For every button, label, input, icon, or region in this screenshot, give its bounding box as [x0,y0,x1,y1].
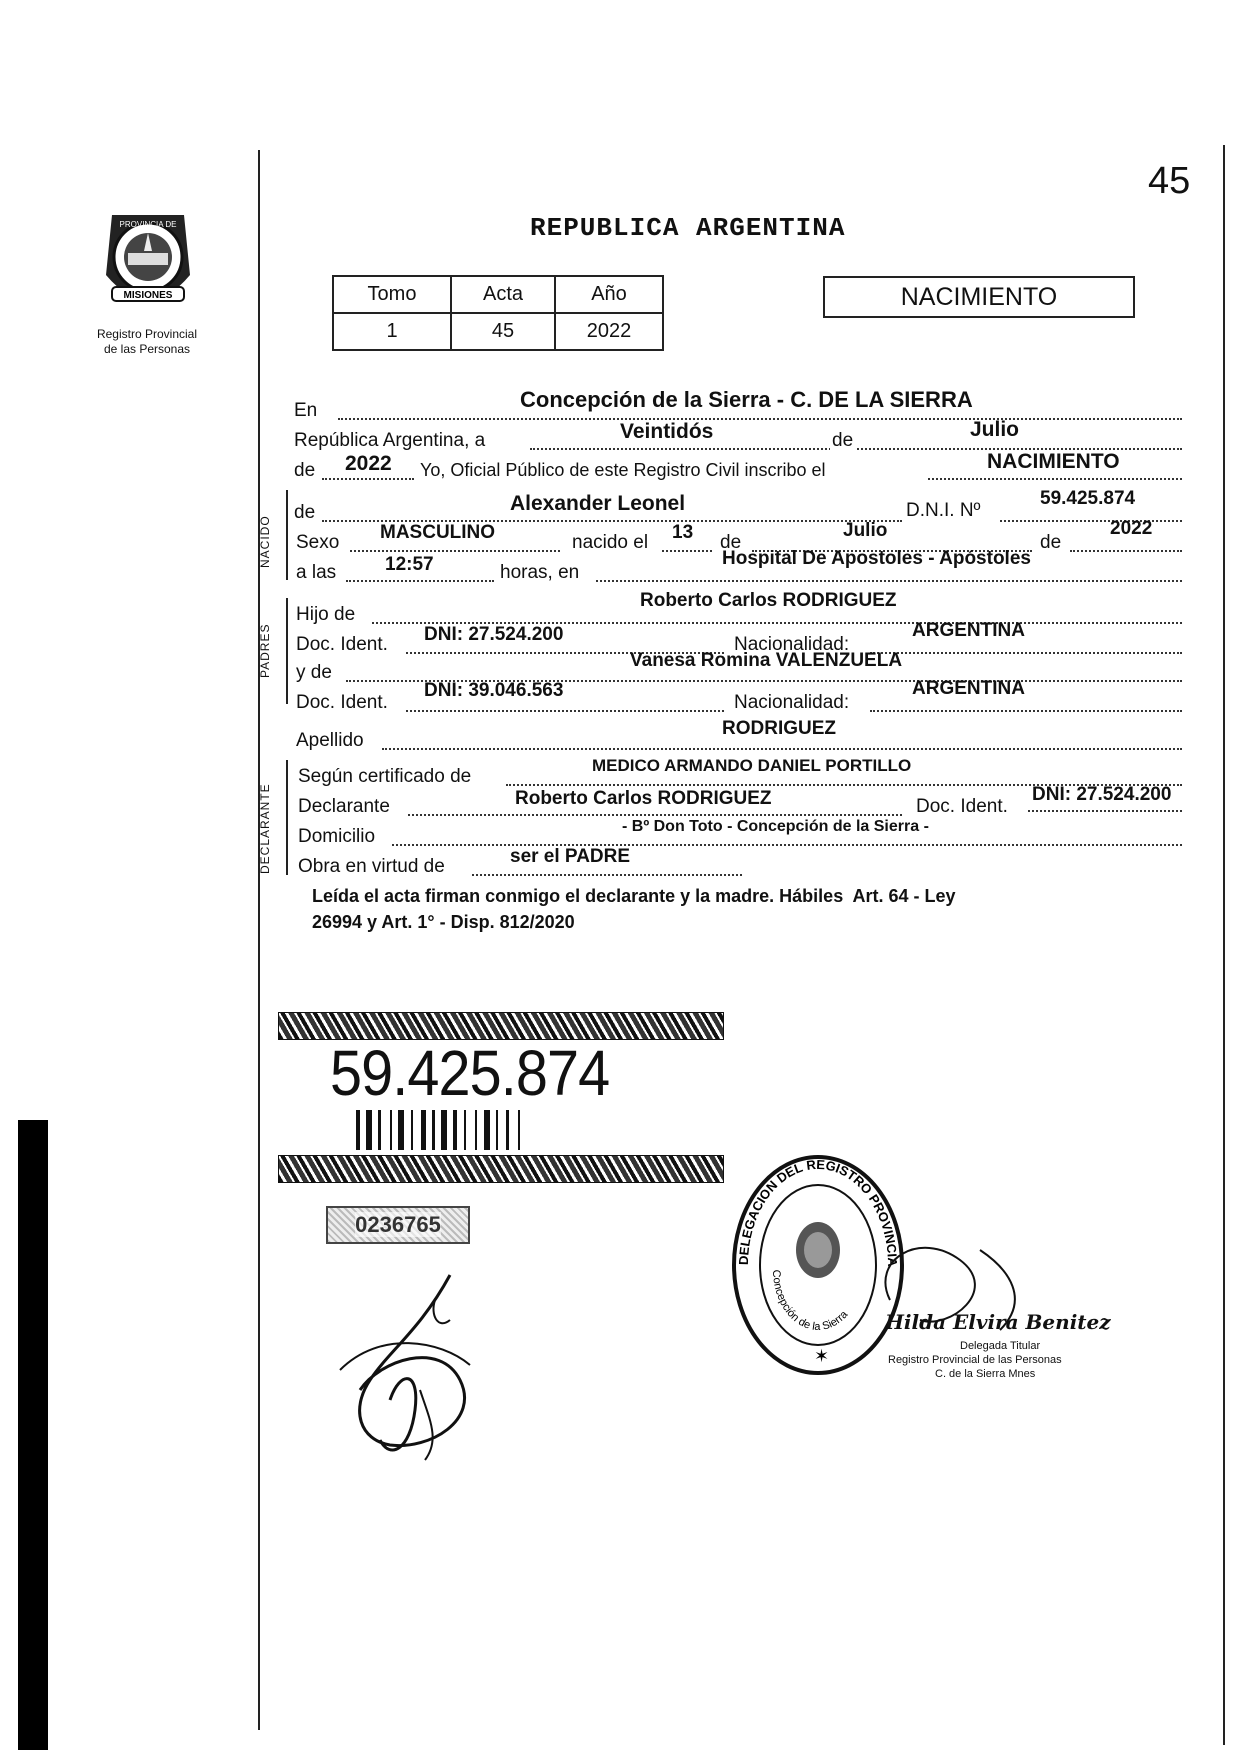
month-de-label: de [832,430,854,451]
barcode-bar [484,1110,490,1150]
madre-value: Vanesa Romina VALENZUELA [630,650,903,671]
hora-value: 12:57 [385,554,434,575]
declarante-value: Roberto Carlos RODRIGUEZ [515,788,772,809]
barcode-bar [518,1110,520,1150]
registrar-signature [320,1270,500,1470]
svg-text:MISIONES: MISIONES [123,290,173,301]
inscribo-text: Yo, Oficial Público de este Registro Civil inscribo el [420,460,826,480]
svg-text:✶: ✶ [814,1346,830,1366]
section-label-nacido: NACIDO [258,515,272,568]
dni-value: 59.425.874 [1040,488,1136,509]
year-prefix-label: de [294,460,316,481]
barcode-bar [421,1110,426,1150]
closing-line-2: 26994 y Art. 1° - Disp. 812/2020 [312,912,575,932]
declarante-dots [408,814,902,816]
year-value: 2022 [345,452,392,475]
inscribo-dots [928,478,1182,480]
svg-text:PROVINCIA DE: PROVINCIA DE [119,220,177,229]
barcode-bar [506,1110,509,1150]
birth-de1-label: de [720,532,742,553]
barcode-bar [464,1110,466,1150]
barcode-bar [496,1110,498,1150]
closing-line-1: Leída el acta firman conmigo el declarante y la madre. Hábiles Art. 64 - Ley [312,886,956,906]
doc1-value: DNI: 27.524.200 [424,624,564,645]
month-value: Julio [970,418,1020,441]
apellido-value: RODRIGUEZ [722,718,836,739]
barcode-bar [453,1110,457,1150]
obra-value: ser el PADRE [510,846,631,867]
en-value: Concepción de la Sierra - C. DE LA SIERRA [520,387,973,412]
sexo-value: MASCULINO [380,522,496,543]
serial-number: 0236765 [355,1212,441,1237]
barcode-bar [411,1110,413,1150]
barcode-bar [432,1110,435,1150]
country-title: REPUBLICA ARGENTINA [530,213,846,243]
en-label: En [294,400,318,421]
nac2-label: Nacionalidad: [734,692,850,713]
table-header-acta: Acta [451,276,555,313]
republica-label: República Argentina, a [294,430,486,451]
hijo-label: Hijo de [296,604,356,625]
doc3-value: DNI: 27.524.200 [1032,784,1172,805]
domicilio-label: Domicilio [298,826,376,847]
barcode-bar [378,1110,381,1150]
table-header-tomo: Tomo [333,276,451,313]
delegate-registry: Registro Provincial de las Personas [888,1354,1062,1366]
delegate-location: C. de la Sierra Mnes [935,1368,1036,1380]
nac1-label: Nacionalidad: [734,634,850,655]
section-label-declarante: DECLARANTE [258,783,272,874]
barcode-bar [475,1110,477,1150]
barcode-bar [441,1110,447,1150]
declarante-bracket [286,760,288,875]
table-value-acta: 45 [451,313,555,350]
serial-sticker [326,1206,470,1244]
day-text: Veintidós [620,420,714,443]
sexo-label: Sexo [296,532,340,553]
nacido-label: nacido el [572,532,649,553]
en-dots [338,418,1182,420]
doc2-value: DNI: 39.046.563 [424,680,564,701]
padre-value: Roberto Carlos RODRIGUEZ [640,590,897,611]
apellido-dots [382,748,1182,750]
declarante-label: Declarante [298,796,390,817]
svg-text:DELEGACION DEL REGISTRO PROVIN: DELEGACION DEL REGISTRO PROVINCIA [735,1156,901,1267]
yde-label: y de [296,662,332,683]
birth-month: Julio [843,520,888,541]
a-las-label: a las [296,562,337,583]
table-value-tomo: 1 [333,313,451,350]
lugar-dots [596,580,1182,582]
certificado-value: MEDICO ARMANDO DANIEL PORTILLO [592,756,912,775]
birth-year-dots [1070,550,1182,552]
nac1-dots [870,652,1182,654]
svg-text:Concepción de la Sierra: Concepción de la Sierra [769,1269,851,1334]
barcode-bar [390,1110,392,1150]
nac2-value: ARGENTINA [912,678,1025,699]
year-dots [322,478,414,480]
doc2-dots [406,710,724,712]
padres-bracket [286,598,288,704]
delegate-name: Hilda Elvira Benitez [885,1310,1111,1334]
birth-day-dots [662,550,712,552]
dni-dots [1000,520,1182,522]
page-number: 45 [1148,160,1191,202]
certificado-label: Según certificado de [298,766,472,787]
obra-dots [472,874,742,876]
obra-label: Obra en virtud de [298,856,445,877]
name-de-label: de [294,502,316,523]
birth-year: 2022 [1110,518,1153,539]
registry-table [332,275,664,351]
hora-dots [346,580,494,582]
sexo-dots [350,550,560,552]
nac1-value: ARGENTINA [912,620,1025,641]
section-label-padres: PADRES [258,623,272,678]
left-margin-line [258,150,260,1730]
barcode-bar [398,1110,404,1150]
apellido-label: Apellido [296,730,364,751]
inscribo-value: NACIMIENTO [987,450,1120,473]
nac2-dots [870,710,1182,712]
sticker-number: 59.425.874 [330,1037,610,1109]
dni-label: D.N.I. Nº [906,500,981,521]
doc3-dots [1028,810,1182,812]
delegate-title: Delegada Titular [960,1340,1041,1352]
logo-caption-1: Registro Provincial [96,327,198,341]
table-header-ano: Año [555,276,663,313]
barcode [356,1110,602,1150]
logo-caption-2: de las Personas [103,342,191,356]
birth-de2-label: de [1040,532,1062,553]
province-seal-logo [92,205,204,320]
sticker-pattern-bottom [278,1155,724,1183]
doc2-label: Doc. Ident. [296,692,388,713]
table-value-ano: 2022 [555,313,663,350]
right-margin-line [1223,145,1225,1745]
horas-en-label: horas, en [500,562,580,583]
barcode-bar [356,1110,360,1150]
doc1-label: Doc. Ident. [296,634,388,655]
nacido-bracket [286,490,288,580]
doc3-label: Doc. Ident. [916,796,1008,817]
name-value: Alexander Leonel [510,492,686,515]
lugar-value: Hospital De Apostoles - Apóstoles [722,548,1031,569]
record-type-box [823,276,1135,318]
left-edge-bar [18,1120,48,1750]
domicilio-value: - Bº Don Toto - Concepción de la Sierra - [622,818,929,835]
barcode-bar [366,1110,372,1150]
birth-day: 13 [672,522,694,543]
record-type-label: NACIMIENTO [900,283,1058,311]
